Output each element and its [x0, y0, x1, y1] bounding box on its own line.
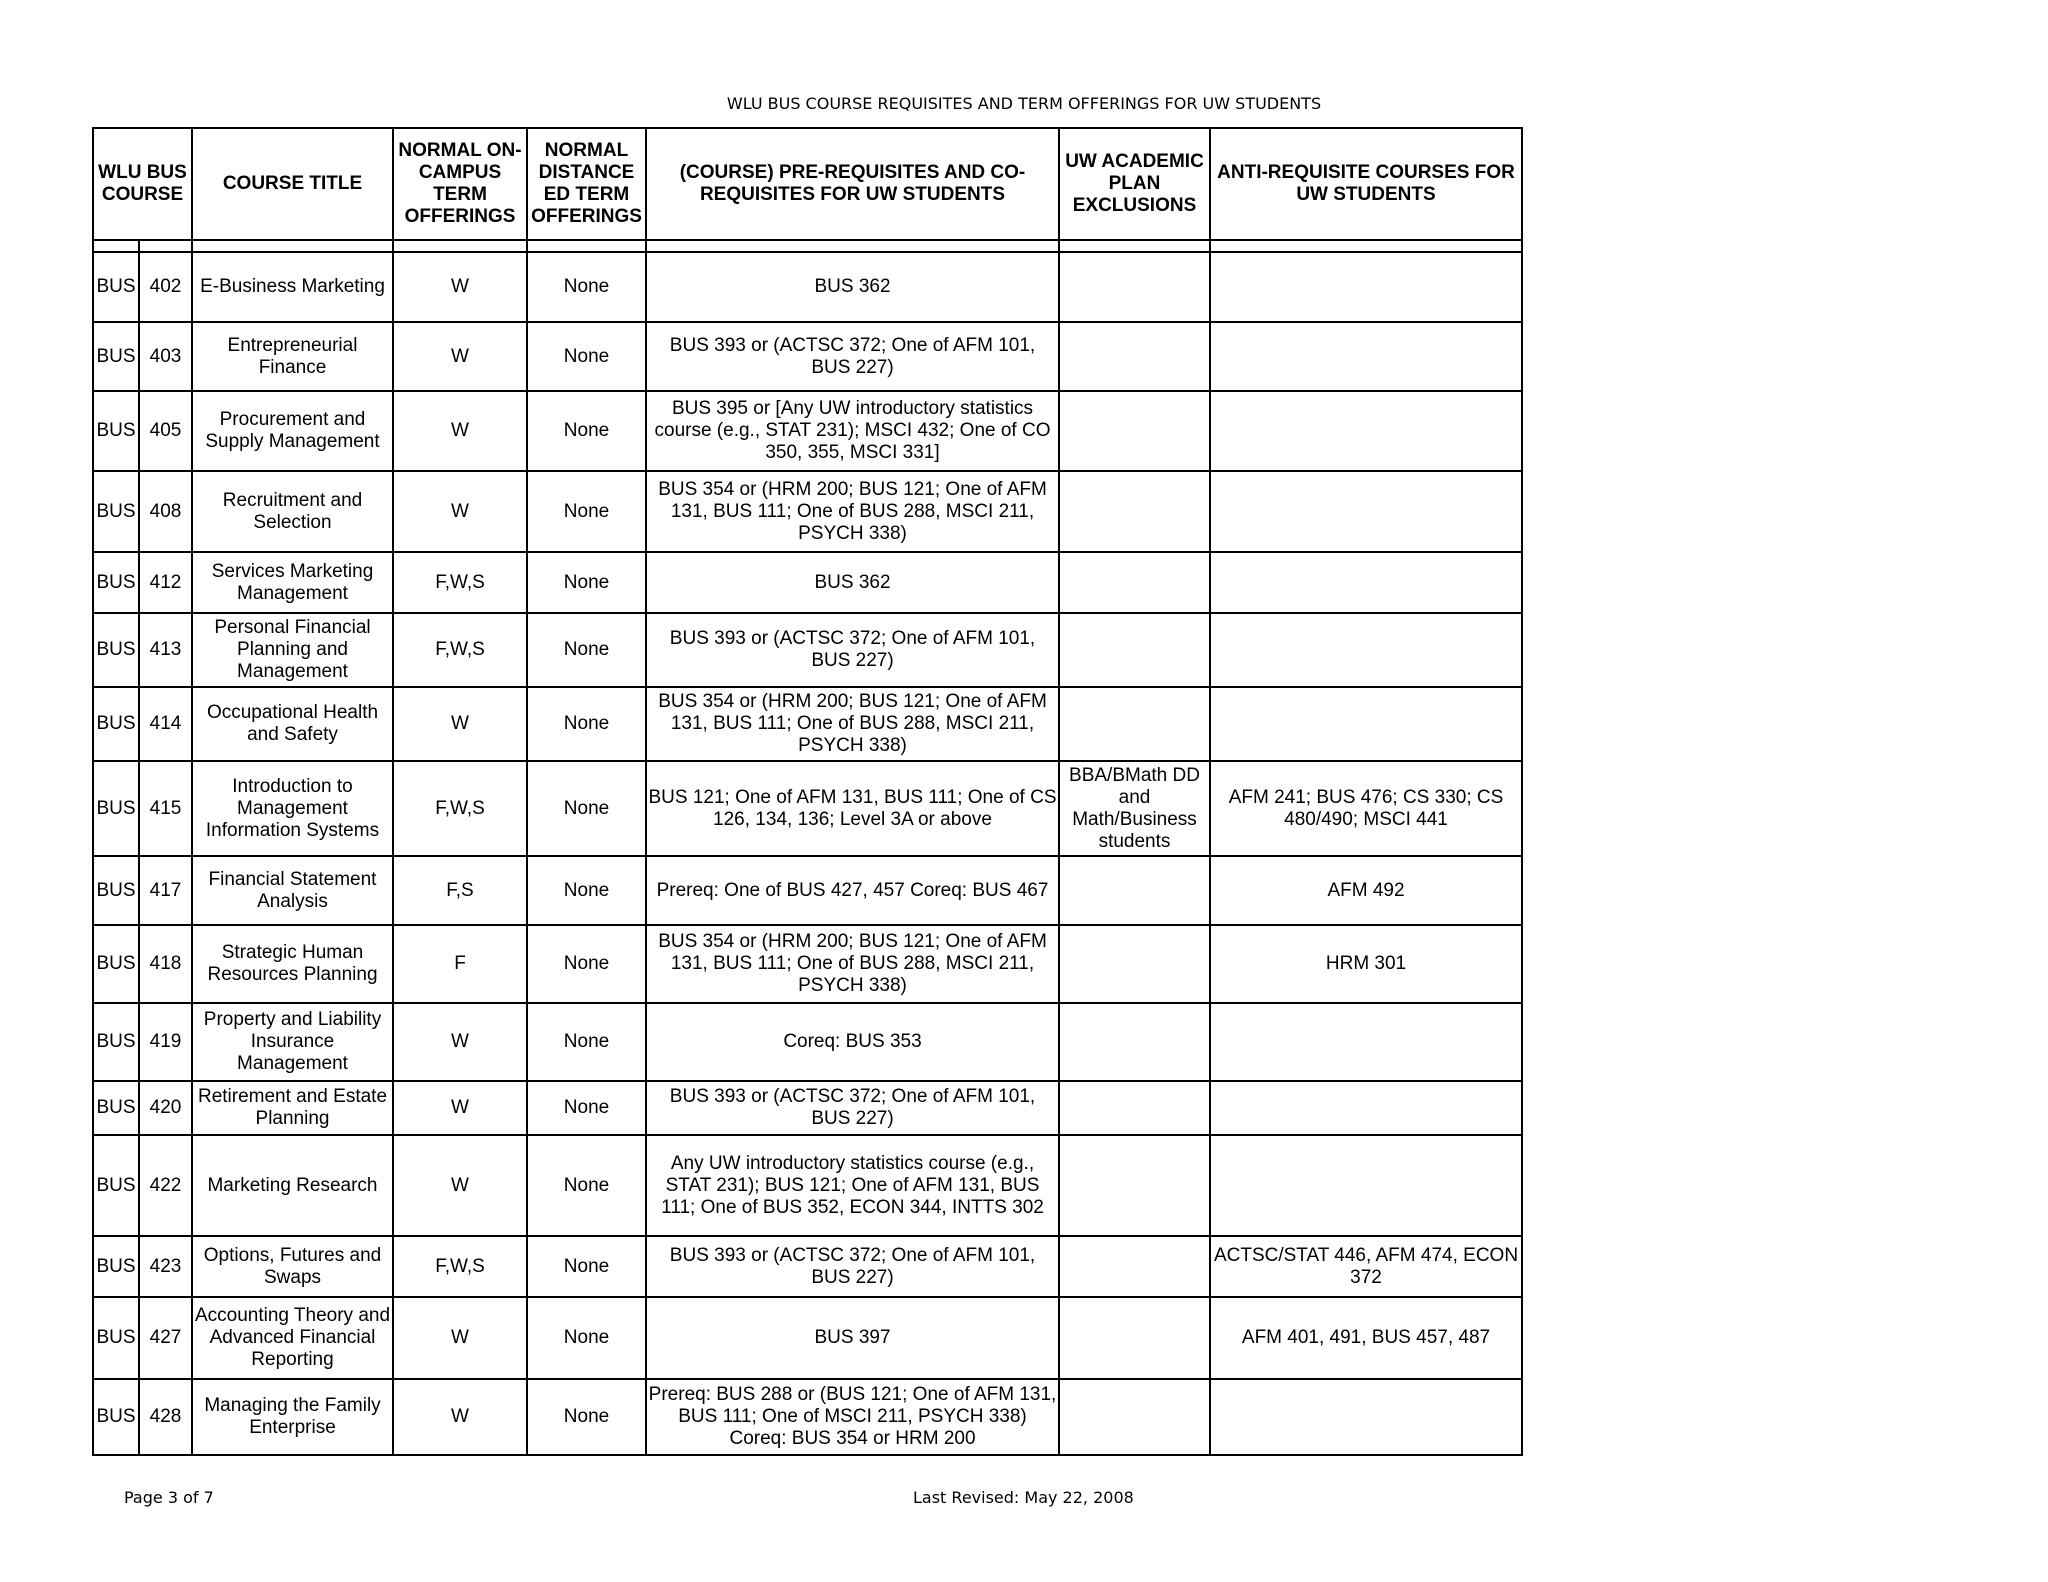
prerequisites: Prereq: BUS 288 or (BUS 121; One of AFM 131, BUS 111; One of MSCI 211, PSYCH 338) Coreq: BUS 354 or HRM 200 [646, 1379, 1059, 1455]
on-campus-offerings: F,W,S [393, 761, 527, 856]
course-prefix: BUS [93, 1003, 139, 1081]
table-row [93, 1003, 1522, 1081]
course-number: 428 [139, 1379, 192, 1455]
prerequisites: Prereq: One of BUS 427, 457 Coreq: BUS 467 [646, 856, 1059, 925]
table-row [93, 552, 1522, 613]
plan-exclusions [1059, 552, 1210, 613]
anti-requisites: AFM 492 [1210, 856, 1522, 925]
course-prefix: BUS [93, 1379, 139, 1455]
anti-requisites [1210, 471, 1522, 552]
course-title: Marketing Research [192, 1135, 393, 1236]
table-row [93, 1135, 1522, 1236]
prerequisites: BUS 362 [646, 252, 1059, 322]
distance-offerings: None [527, 856, 646, 925]
anti-requisites [1210, 552, 1522, 613]
course-number: 418 [139, 925, 192, 1003]
prerequisites: BUS 354 or (HRM 200; BUS 121; One of AFM 131, BUS 111; One of BUS 288, MSCI 211, PSYCH 338) [646, 687, 1059, 761]
plan-exclusions [1059, 391, 1210, 471]
course-title: Procurement and Supply Management [192, 391, 393, 471]
course-number: 408 [139, 471, 192, 552]
prerequisites: BUS 397 [646, 1297, 1059, 1379]
course-prefix: BUS [93, 925, 139, 1003]
anti-requisites [1210, 1081, 1522, 1135]
distance-offerings: None [527, 252, 646, 322]
prerequisites: BUS 354 or (HRM 200; BUS 121; One of AFM 131, BUS 111; One of BUS 288, MSCI 211, PSYCH 338) [646, 925, 1059, 1003]
anti-requisites: ACTSC/STAT 446, AFM 474, ECON 372 [1210, 1236, 1522, 1297]
header-row [93, 128, 1522, 240]
on-campus-offerings: W [393, 1135, 527, 1236]
table-row [93, 1236, 1522, 1297]
table-row [93, 252, 1522, 322]
prerequisites: BUS 393 or (ACTSC 372; One of AFM 101, BUS 227) [646, 322, 1059, 391]
prerequisites: Any UW introductory statistics course (e.g., STAT 231); BUS 121; One of AFM 131, BUS 111; One of BUS 352, ECON 344, INTTS 302 [646, 1135, 1059, 1236]
header-spacer-row [93, 240, 1522, 252]
table-row [93, 687, 1522, 761]
course-prefix: BUS [93, 471, 139, 552]
distance-offerings: None [527, 761, 646, 856]
course-title: Services Marketing Management [192, 552, 393, 613]
plan-exclusions [1059, 856, 1210, 925]
distance-offerings: None [527, 1081, 646, 1135]
anti-requisites [1210, 391, 1522, 471]
course-number: 405 [139, 391, 192, 471]
on-campus-offerings: W [393, 1081, 527, 1135]
course-number: 402 [139, 252, 192, 322]
plan-exclusions [1059, 471, 1210, 552]
plan-exclusions [1059, 613, 1210, 687]
table-row [93, 1081, 1522, 1135]
anti-requisites [1210, 1003, 1522, 1081]
prerequisites: BUS 393 or (ACTSC 372; One of AFM 101, BUS 227) [646, 1081, 1059, 1135]
anti-requisites [1210, 613, 1522, 687]
anti-requisites [1210, 322, 1522, 391]
plan-exclusions [1059, 1379, 1210, 1455]
header-course-title: COURSE TITLE [192, 128, 393, 240]
course-title: Retirement and Estate Planning [192, 1081, 393, 1135]
plan-exclusions: BBA/BMath DD and Math/Business students [1059, 761, 1210, 856]
distance-offerings: None [527, 552, 646, 613]
course-prefix: BUS [93, 252, 139, 322]
prerequisites: BUS 354 or (HRM 200; BUS 121; One of AFM 131, BUS 111; One of BUS 288, MSCI 211, PSYCH 338) [646, 471, 1059, 552]
distance-offerings: None [527, 925, 646, 1003]
header-distance: NORMAL DISTANCE ED TERM OFFERINGS [527, 128, 646, 240]
prerequisites: BUS 393 or (ACTSC 372; One of AFM 101, BUS 227) [646, 613, 1059, 687]
plan-exclusions [1059, 925, 1210, 1003]
course-prefix: BUS [93, 1297, 139, 1379]
course-prefix: BUS [93, 391, 139, 471]
plan-exclusions [1059, 322, 1210, 391]
on-campus-offerings: W [393, 687, 527, 761]
course-title: Options, Futures and Swaps [192, 1236, 393, 1297]
distance-offerings: None [527, 1135, 646, 1236]
plan-exclusions [1059, 1236, 1210, 1297]
table-row [93, 391, 1522, 471]
prerequisites: BUS 395 or [Any UW introductory statistics course (e.g., STAT 231); MSCI 432; One of CO 350, 355, MSCI 331] [646, 391, 1059, 471]
on-campus-offerings: F,W,S [393, 613, 527, 687]
on-campus-offerings: W [393, 1297, 527, 1379]
course-number: 420 [139, 1081, 192, 1135]
prerequisites: BUS 393 or (ACTSC 372; One of AFM 101, BUS 227) [646, 1236, 1059, 1297]
table-row [93, 925, 1522, 1003]
distance-offerings: None [527, 391, 646, 471]
course-title: Managing the Family Enterprise [192, 1379, 393, 1455]
distance-offerings: None [527, 1379, 646, 1455]
table-row [93, 613, 1522, 687]
course-number: 414 [139, 687, 192, 761]
course-prefix: BUS [93, 322, 139, 391]
course-title: Accounting Theory and Advanced Financial Reporting [192, 1297, 393, 1379]
course-number: 422 [139, 1135, 192, 1236]
anti-requisites [1210, 1379, 1522, 1455]
course-title: Entrepreneurial Finance [192, 322, 393, 391]
course-title: Strategic Human Resources Planning [192, 925, 393, 1003]
anti-requisites [1210, 687, 1522, 761]
plan-exclusions [1059, 1135, 1210, 1236]
course-title: Recruitment and Selection [192, 471, 393, 552]
course-prefix: BUS [93, 1135, 139, 1236]
plan-exclusions [1059, 687, 1210, 761]
footer-page-number: Page 3 of 7 [124, 1488, 214, 1507]
on-campus-offerings: F,W,S [393, 1236, 527, 1297]
document-title: WLU BUS COURSE REQUISITES AND TERM OFFERINGS FOR UW STUDENTS [726, 94, 1322, 113]
course-prefix: BUS [93, 687, 139, 761]
on-campus-offerings: W [393, 322, 527, 391]
prerequisites: Coreq: BUS 353 [646, 1003, 1059, 1081]
table-row [93, 322, 1522, 391]
course-number: 427 [139, 1297, 192, 1379]
on-campus-offerings: W [393, 471, 527, 552]
on-campus-offerings: F,W,S [393, 552, 527, 613]
course-prefix: BUS [93, 613, 139, 687]
header-prereqs: (COURSE) PRE-REQUISITES AND CO-REQUISITES FOR UW STUDENTS [646, 128, 1059, 240]
course-title: Personal Financial Planning and Management [192, 613, 393, 687]
on-campus-offerings: W [393, 1379, 527, 1455]
distance-offerings: None [527, 1236, 646, 1297]
table-row [93, 856, 1522, 925]
plan-exclusions [1059, 1297, 1210, 1379]
distance-offerings: None [527, 1003, 646, 1081]
on-campus-offerings: W [393, 252, 527, 322]
course-number: 423 [139, 1236, 192, 1297]
anti-requisites: AFM 401, 491, BUS 457, 487 [1210, 1297, 1522, 1379]
table-body [93, 252, 1522, 1455]
anti-requisites: AFM 241; BUS 476; CS 330; CS 480/490; MSCI 441 [1210, 761, 1522, 856]
plan-exclusions [1059, 1003, 1210, 1081]
on-campus-offerings: W [393, 1003, 527, 1081]
footer-last-revised: Last Revised: May 22, 2008 [913, 1488, 1134, 1507]
distance-offerings: None [527, 613, 646, 687]
plan-exclusions [1059, 1081, 1210, 1135]
course-title: Occupational Health and Safety [192, 687, 393, 761]
distance-offerings: None [527, 322, 646, 391]
table-row [93, 471, 1522, 552]
course-prefix: BUS [93, 1081, 139, 1135]
requisites-table [92, 127, 1523, 1456]
distance-offerings: None [527, 1297, 646, 1379]
anti-requisites [1210, 1135, 1522, 1236]
anti-requisites [1210, 252, 1522, 322]
course-title: Property and Liability Insurance Management [192, 1003, 393, 1081]
anti-requisites: HRM 301 [1210, 925, 1522, 1003]
course-title: E-Business Marketing [192, 252, 393, 322]
course-title: Financial Statement Analysis [192, 856, 393, 925]
course-number: 412 [139, 552, 192, 613]
header-antireqs: ANTI-REQUISITE COURSES FOR UW STUDENTS [1210, 128, 1522, 240]
course-number: 403 [139, 322, 192, 391]
table-row [93, 1379, 1522, 1455]
course-number: 417 [139, 856, 192, 925]
course-number: 413 [139, 613, 192, 687]
header-course: WLU BUS COURSE [93, 128, 192, 240]
prerequisites: BUS 121; One of AFM 131, BUS 111; One of CS 126, 134, 136; Level 3A or above [646, 761, 1059, 856]
course-prefix: BUS [93, 856, 139, 925]
distance-offerings: None [527, 687, 646, 761]
table-row [93, 761, 1522, 856]
course-number: 415 [139, 761, 192, 856]
course-prefix: BUS [93, 761, 139, 856]
course-prefix: BUS [93, 552, 139, 613]
on-campus-offerings: W [393, 391, 527, 471]
on-campus-offerings: F [393, 925, 527, 1003]
course-prefix: BUS [93, 1236, 139, 1297]
distance-offerings: None [527, 471, 646, 552]
table-row [93, 1297, 1522, 1379]
plan-exclusions [1059, 252, 1210, 322]
prerequisites: BUS 362 [646, 552, 1059, 613]
header-on-campus: NORMAL ON-CAMPUS TERM OFFERINGS [393, 128, 527, 240]
on-campus-offerings: F,S [393, 856, 527, 925]
course-title: Introduction to Management Information Systems [192, 761, 393, 856]
header-exclusions: UW ACADEMIC PLAN EXCLUSIONS [1059, 128, 1210, 240]
course-number: 419 [139, 1003, 192, 1081]
